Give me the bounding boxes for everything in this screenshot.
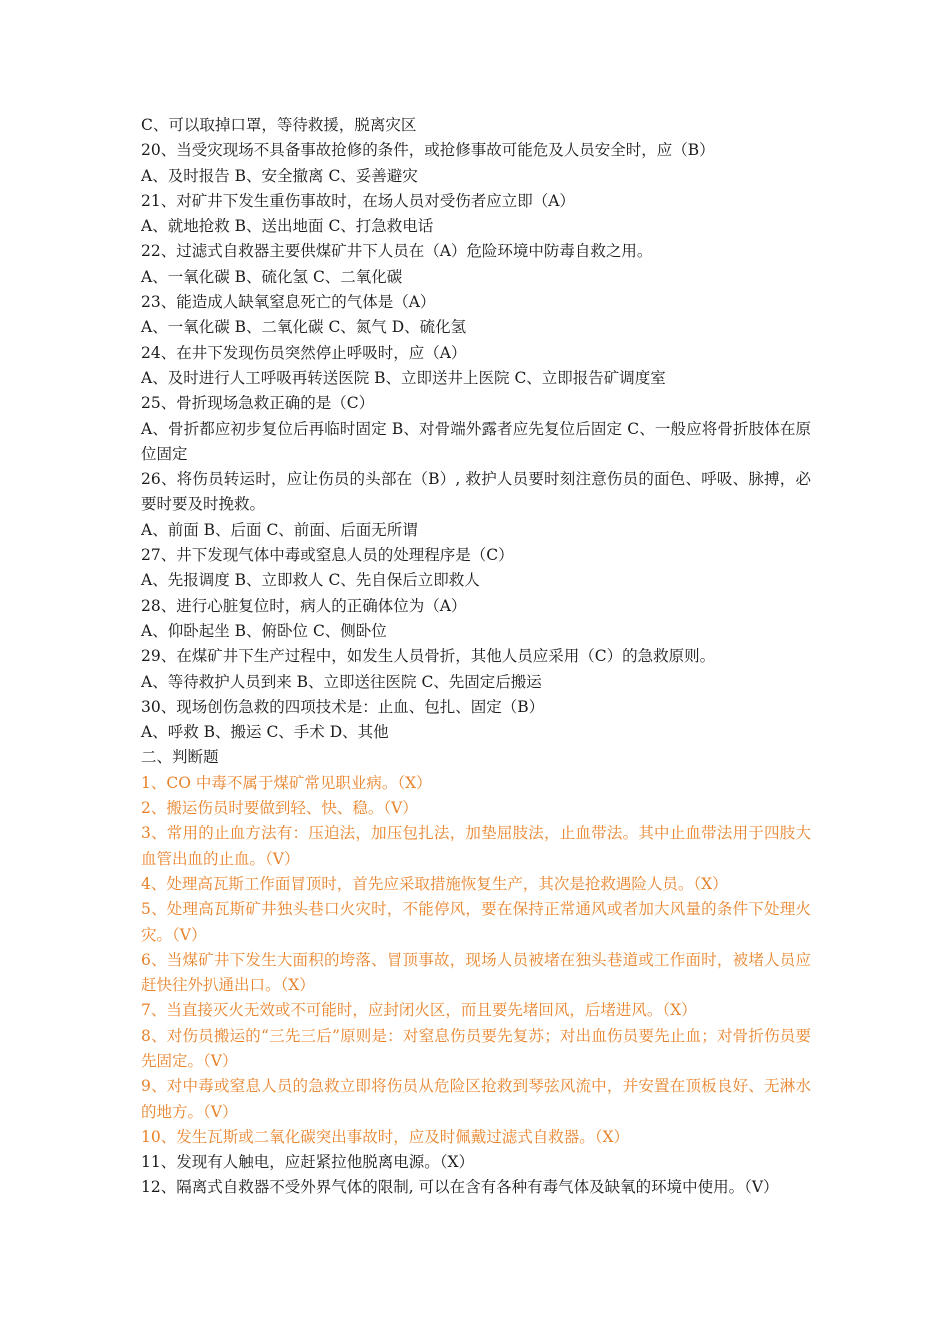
document-body — [141, 113, 811, 1201]
text-line: A、前面 B、后面 C、前面、后面无所谓 — [141, 520, 418, 539]
text-line: 30、现场创伤急救的四项技术是：止血、包扎、固定（B） — [141, 697, 545, 716]
text-line: 2、搬运伤员时要做到轻、快、稳。（V） — [141, 799, 418, 818]
text-line: 7、当直接灭火无效或不可能时，应封闭火区，而且要先堵回风，后堵进风。（X） — [141, 1001, 697, 1020]
text-line: 20、当受灾现场不具备事故抢修的条件，或抢修事故可能危及人员安全时，应（B） — [141, 141, 715, 160]
text-line: 4、处理高瓦斯工作面冒顶时，首先应采取措施恢复生产，其次是抢救遇险人员。（X） — [141, 874, 728, 893]
text-line: 25、骨折现场急救正确的是（C） — [141, 394, 375, 413]
text-line: 29、在煤矿井下生产过程中，如发生人员骨折，其他人员应采用（C）的急救原则。 — [141, 647, 716, 666]
text-line: 6、当煤矿井下发生大面积的垮落、冒顶事故，现场人员被堵在独头巷道或工作面时，被堵人员应赶快往外扒通出口。（X） — [141, 950, 811, 995]
text-line: 22、过滤式自救器主要供煤矿井下人员在（A）危险环境中防毒自救之用。 — [141, 242, 653, 261]
text-line: A、及时报告 B、安全撤离 C、妥善避灾 — [141, 166, 418, 185]
text-line: 26、将伤员转运时，应让伤员的头部在（B）, 救护人员要时刻注意伤员的面色、呼吸、脉搏，必要时要及时挽救。 — [141, 470, 811, 514]
text-line: A、骨折都应初步复位后再临时固定 B、对骨端外露者应先复位后固定 C、一般应将骨折肢体在原位固定 — [141, 419, 811, 463]
text-line: A、就地抢救 B、送出地面 C、打急救电话 — [141, 217, 434, 236]
text-line: 21、对矿井下发生重伤事故时，在场人员对受伤者应立即（A） — [141, 191, 575, 210]
text-line: 3、常用的止血方法有：压迫法，加压包扎法，加垫屈肢法，止血带法。其中止血带法用于四肢大血管出血的止血。（V） — [141, 824, 811, 868]
text-line: A、呼救 B、搬运 C、手术 D、其他 — [141, 723, 389, 742]
text-line: 10、发生瓦斯或二氧化碳突出事故时，应及时佩戴过滤式自救器。（X） — [141, 1127, 630, 1146]
text-line: A、一氧化碳 B、二氧化碳 C、氮气 D、硫化氢 — [141, 318, 467, 337]
text-line: A、一氧化碳 B、硫化氢 C、二氧化碳 — [141, 267, 403, 286]
text-line: 23、能造成人缺氧窒息死亡的气体是（A） — [141, 293, 436, 312]
text-line: 12、隔离式自救器不受外界气体的限制, 可以在含有各种有毒气体及缺氧的环境中使用。（V） — [141, 1178, 779, 1197]
text-line: 11、发现有人触电，应赶紧拉他脱离电源。（X） — [141, 1153, 475, 1172]
text-line: 9、对中毒或窒息人员的急救立即将伤员从危险区抢救到琴弦风流中，并安置在顶板良好、无淋水的地方。（V） — [141, 1077, 811, 1121]
text-line: A、仰卧起坐 B、俯卧位 C、侧卧位 — [141, 621, 387, 640]
text-line: 24、在井下发现伤员突然停止呼吸时，应（A） — [141, 343, 467, 362]
text-line: 1、CO 中毒不属于煤矿常见职业病。（X） — [141, 773, 432, 792]
text-line: A、先报调度 B、立即救人 C、先自保后立即救人 — [141, 571, 480, 590]
text-line: 5、处理高瓦斯矿井独头巷口火灾时，不能停风，要在保持正常通风或者加大风量的条件下处理火灾。（V） — [141, 900, 811, 944]
text-line: C、可以取掉口罩，等待救援，脱离灾区 — [141, 116, 417, 134]
text-line: 27、井下发现气体中毒或窒息人员的处理程序是（C） — [141, 546, 514, 565]
text-line: 二、判断题 — [141, 748, 219, 767]
text-line: A、及时进行人工呼吸再转送医院 B、立即送井上医院 C、立即报告矿调度室 — [141, 368, 666, 387]
text-line: 8、对伤员搬运的“三先三后”原则是：对窒息伤员要先复苏；对出血伤员要先止血；对骨折伤员要先固定。（V） — [141, 1026, 811, 1070]
text-line: 28、进行心脏复位时，病人的正确体位为（A） — [141, 596, 467, 615]
text-line: A、等待救护人员到来 B、立即送往医院 C、先固定后搬运 — [141, 672, 542, 691]
